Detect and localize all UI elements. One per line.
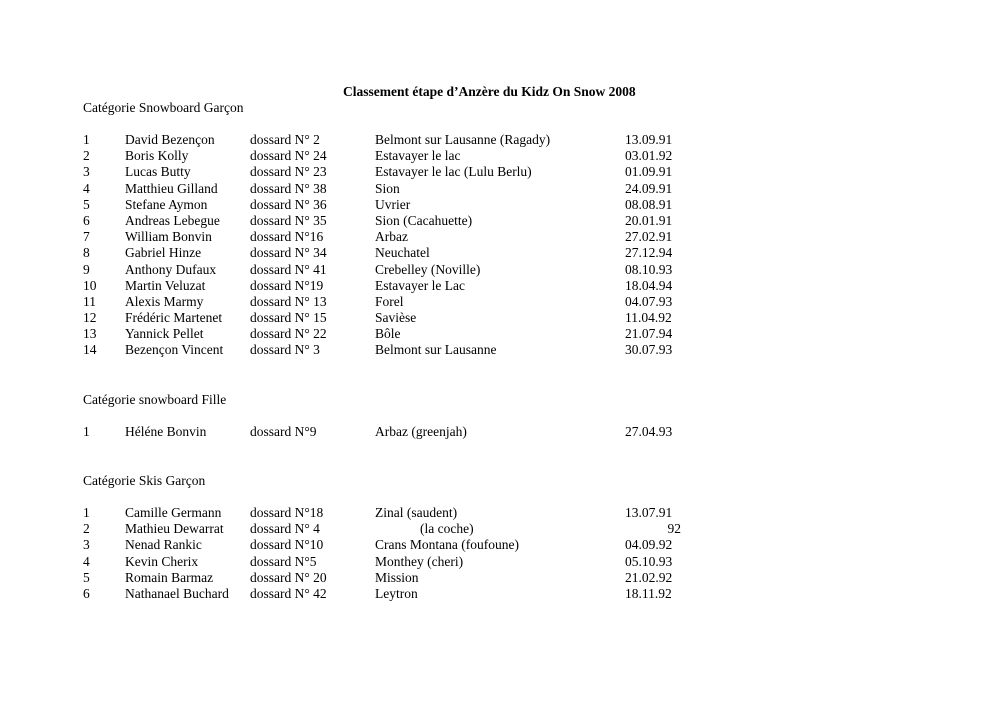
birth-date: 27.04.93 [625,424,673,439]
competitor-name: Boris Kolly [125,148,189,164]
bib-number: dossard N°16 [250,229,324,245]
section-skis-garcon [83,473,723,602]
birth-date: 21.07.94 [625,326,673,342]
rank: 5 [83,569,90,585]
locality: Zinal (saudent) [375,505,458,520]
bib-number: dossard N°5 [250,553,317,569]
result-row [83,586,723,602]
rank: 2 [83,521,90,537]
bib-number: dossard N° 42 [250,585,327,601]
birth-date: 05.10.93 [625,553,673,569]
rank: 1 [83,132,90,147]
bib-number: dossard N° 35 [250,212,327,228]
locality: Estavayer le lac (Lulu Berlu) [375,164,532,180]
result-row [83,245,723,261]
rank: 9 [83,261,90,277]
birth-date: 18.11.92 [625,585,672,601]
locality: Crebelley (Noville) [375,261,481,277]
locality: Mission [375,569,419,585]
bib-number: dossard N° 36 [250,196,327,212]
locality: Arbaz [375,229,408,245]
section-snowboard-fille [83,392,723,440]
birth-date: 08.10.93 [625,261,673,277]
result-row [83,424,723,440]
result-row [83,213,723,229]
birth-date: 13.07.91 [625,505,673,520]
birth-date: 04.09.92 [625,537,673,553]
bib-number: dossard N° 34 [250,245,327,261]
result-row [83,326,723,342]
bib-number: dossard N° 13 [250,293,327,309]
birth-date: 92 [667,521,681,537]
birth-date: 13.09.91 [625,132,673,147]
competitor-name: Martin Veluzat [125,277,206,293]
competitor-name: Gabriel Hinze [125,245,202,261]
rank: 12 [83,310,97,326]
rank: 1 [83,505,90,520]
result-row [83,342,723,358]
result-row [83,521,723,537]
birth-date: 11.04.92 [625,310,672,326]
rank: 3 [83,164,90,180]
rank: 6 [83,212,90,228]
section-snowboard-garcon [83,100,723,359]
result-row [83,554,723,570]
rank: 4 [83,180,90,196]
results-list [83,424,723,440]
competitor-name: Matthieu Gilland [125,180,218,196]
section-heading: Catégorie snowboard Fille [83,392,227,407]
rank: 4 [83,553,90,569]
bib-number: dossard N° 38 [250,180,327,196]
competitor-name: Bezençon Vincent [125,342,224,358]
locality: Crans Montana (foufoune) [375,537,519,553]
locality: Forel [375,293,404,309]
result-row [83,197,723,213]
bib-number: dossard N°10 [250,537,324,553]
locality: Estavayer le Lac [375,277,465,293]
birth-date: 04.07.93 [625,293,673,309]
bib-number: dossard N° 24 [250,148,327,164]
results-list [83,505,723,602]
locality: Uvrier [375,196,411,212]
rank: 14 [83,342,97,358]
birth-date: 24.09.91 [625,180,673,196]
result-row [83,570,723,586]
section-heading: Catégorie Snowboard Garçon [83,100,244,115]
bib-number: dossard N° 23 [250,164,327,180]
locality: Arbaz (greenjah) [375,424,467,439]
result-row [83,132,723,148]
birth-date: 01.09.91 [625,164,673,180]
competitor-name: David Bezençon [125,132,215,147]
locality: Sion [375,180,400,196]
birth-date: 20.01.91 [625,212,673,228]
result-row [83,164,723,180]
birth-date: 18.04.94 [625,277,673,293]
bib-number: dossard N° 41 [250,261,327,277]
rank: 10 [83,277,97,293]
result-row [83,294,723,310]
competitor-name: Nenad Rankic [125,537,202,553]
locality: Savièse [375,310,417,326]
section-heading: Catégorie Skis Garçon [83,473,206,488]
birth-date: 03.01.92 [625,148,673,164]
result-row [83,505,723,521]
result-row [83,310,723,326]
rank: 5 [83,196,90,212]
competitor-name: Yannick Pellet [125,326,204,342]
competitor-name: William Bonvin [125,229,212,245]
rank: 7 [83,229,90,245]
bib-number: dossard N° 3 [250,342,320,358]
result-row [83,229,723,245]
bib-number: dossard N°18 [250,505,324,520]
rank: 13 [83,326,97,342]
result-row [83,537,723,553]
bib-number: dossard N°9 [250,424,317,439]
locality: Sion (Cacahuette) [375,212,473,228]
competitor-name: Héléne Bonvin [125,424,207,439]
birth-date: 27.12.94 [625,245,673,261]
competitor-name: Mathieu Dewarrat [125,521,224,537]
result-row [83,278,723,294]
document-title: Classement étape d’Anzère du Kidz On Snow 2008 [343,84,636,99]
birth-date: 30.07.93 [625,342,673,358]
rank: 11 [83,293,96,309]
results-list [83,132,723,359]
bib-number: dossard N° 15 [250,310,327,326]
locality: Estavayer le lac [375,148,461,164]
locality: Belmont sur Lausanne [375,342,497,358]
locality: (la coche) [420,521,474,537]
competitor-name: Romain Barmaz [125,569,214,585]
birth-date: 27.02.91 [625,229,673,245]
locality: Monthey (cheri) [375,553,464,569]
bib-number: dossard N°19 [250,277,324,293]
bib-number: dossard N° 20 [250,569,327,585]
competitor-name: Camille Germann [125,505,222,520]
locality: Leytron [375,585,418,601]
result-row [83,181,723,197]
rank: 8 [83,245,90,261]
result-row [83,262,723,278]
competitor-name: Frédéric Martenet [125,310,223,326]
birth-date: 21.02.92 [625,569,673,585]
bib-number: dossard N° 2 [250,132,320,147]
competitor-name: Kevin Cherix [125,553,199,569]
birth-date: 08.08.91 [625,196,673,212]
competitor-name: Andreas Lebegue [125,212,220,228]
rank: 2 [83,148,90,164]
rank: 1 [83,424,90,439]
competitor-name: Alexis Marmy [125,293,204,309]
rank: 3 [83,537,90,553]
bib-number: dossard N° 4 [250,521,320,537]
competitor-name: Nathanael Buchard [125,585,229,601]
locality: Neuchatel [375,245,430,261]
locality: Belmont sur Lausanne (Ragady) [375,132,551,147]
result-row [83,148,723,164]
bib-number: dossard N° 22 [250,326,327,342]
competitor-name: Stefane Aymon [125,196,208,212]
rank: 6 [83,585,90,601]
competitor-name: Anthony Dufaux [125,261,217,277]
locality: Bôle [375,326,401,342]
competitor-name: Lucas Butty [125,164,191,180]
